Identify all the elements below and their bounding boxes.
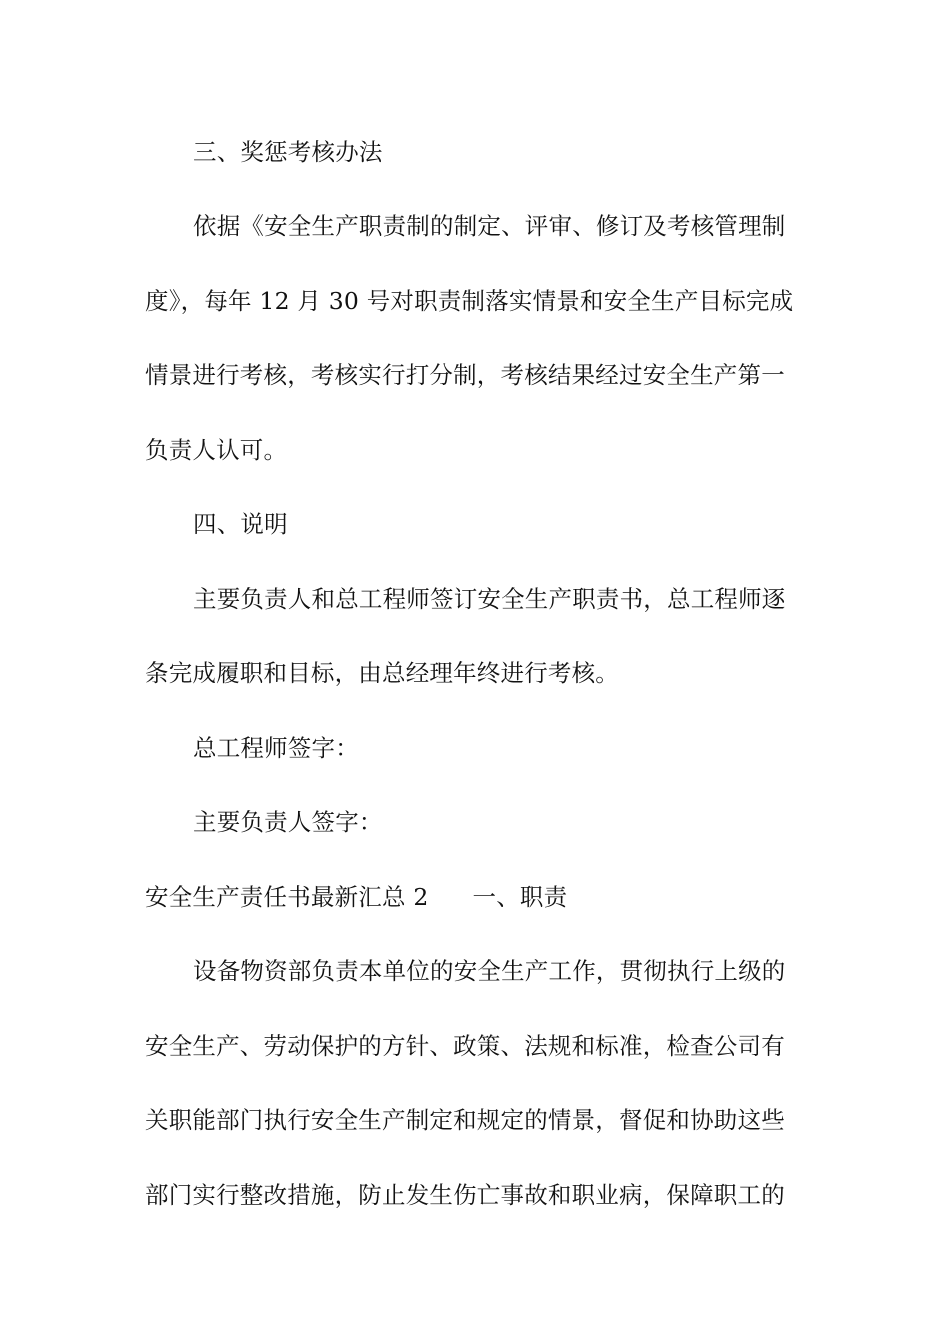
paragraph-line: 主要负责人和总工程师签订安全生产职责书，总工程师逐 [193,585,786,613]
main-responsible-signature-label: 主要负责人签字： [193,808,383,836]
section-4-heading: 四、说明 [193,510,288,538]
part-2-title-row [145,882,825,912]
part-2-title: 安全生产责任书最新汇总 2 [145,883,429,911]
paragraph-line: 负责人认可。 [145,436,288,464]
paragraph-line: 依据《安全生产职责制的制定、评审、修订及考核管理制 [193,212,786,240]
paragraph-line: 安全生产、劳动保护的方针、政策、法规和标准，检查公司有 [145,1032,785,1060]
paragraph-line: 设备物资部负责本单位的安全生产工作，贯彻执行上级的 [193,957,786,985]
part-2-subheading: 一、职责 [472,883,568,911]
paragraph-line: 条完成履职和目标，由总经理年终进行考核。 [145,659,619,687]
paragraph-line: 关职能部门执行安全生产制定和规定的情景，督促和协助这些 [145,1106,785,1134]
chief-engineer-signature-label: 总工程师签字： [193,734,359,762]
section-3-heading: 三、奖惩考核办法 [193,138,383,166]
paragraph-line: 度》，每年 12 月 30 号对职责制落实情景和安全生产目标完成 [145,287,794,315]
paragraph-line: 情景进行考核，考核实行打分制，考核结果经过安全生产第一 [145,361,785,389]
paragraph-line: 部门实行整改措施，防止发生伤亡事故和职业病，保障职工的 [145,1181,785,1209]
